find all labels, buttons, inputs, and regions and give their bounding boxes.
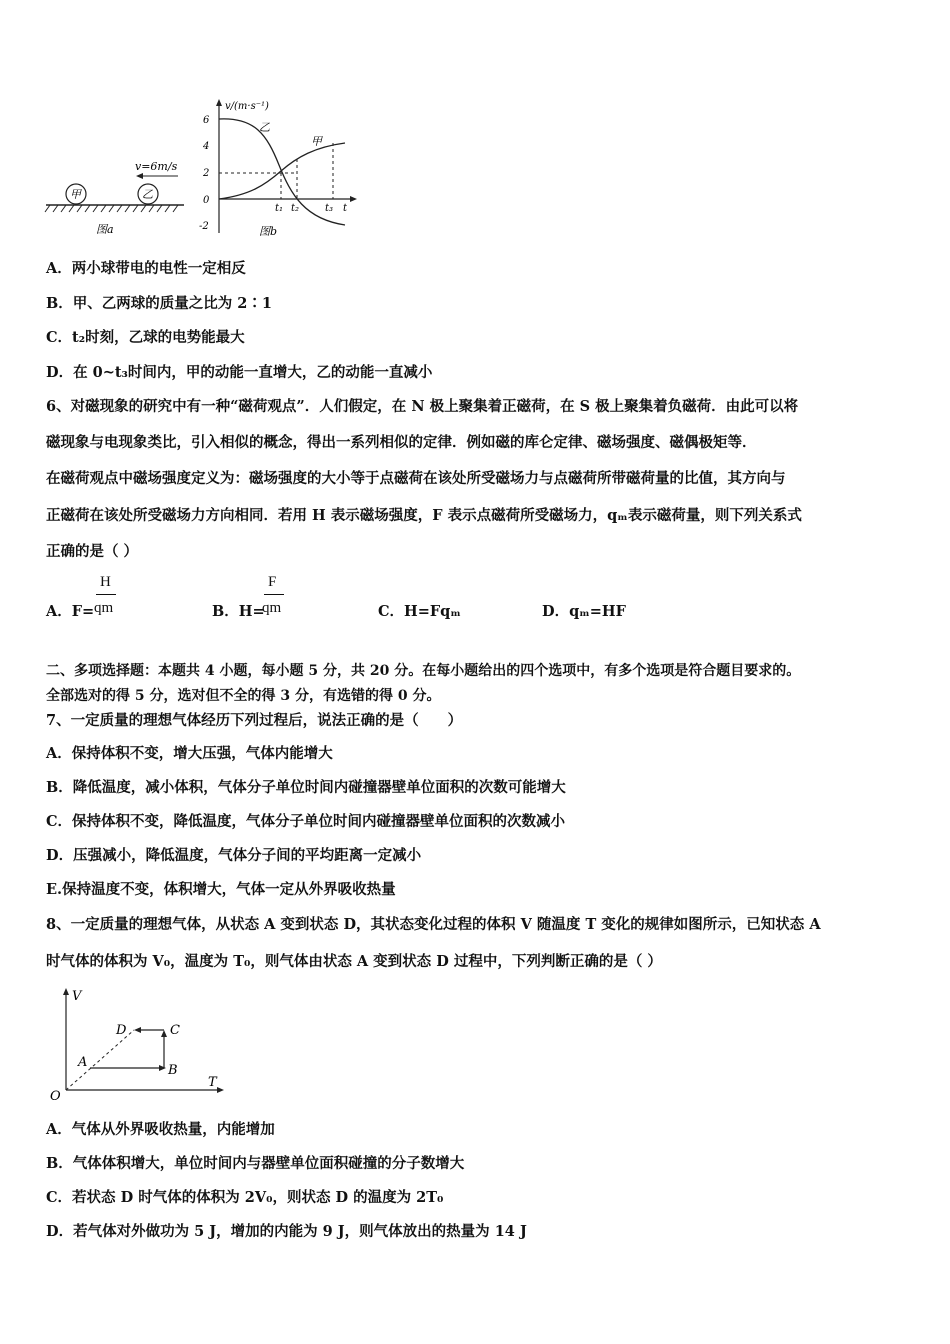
q8-t-axis-arrow xyxy=(217,1087,224,1093)
q8-figure xyxy=(44,982,234,1102)
q8-t-label: T xyxy=(208,1075,217,1090)
q8-v-label: V xyxy=(72,989,82,1004)
figure-a xyxy=(40,150,190,240)
q6-option-d: D．qₘ=HF xyxy=(542,603,626,620)
q6-option-a-numerator: H xyxy=(100,574,111,590)
q7-option-e: E.保持温度不变，体积增大，气体一定从外界吸收热量 xyxy=(46,881,396,898)
x-tick-t2: t₂ xyxy=(291,203,300,214)
q8-stem-2: 时气体的体积为 V₀，温度为 T₀，则气体由状态 A 变到状态 D 过程中，下列判断正确的是（ ） xyxy=(46,953,662,970)
q5-option-c: C．t₂时刻，乙球的电势能最大 xyxy=(46,329,245,346)
q8-option-a: A．气体从外界吸收热量，内能增加 xyxy=(46,1121,275,1138)
q6-option-b-prefix: B．H= xyxy=(212,603,265,620)
q8-origin-label: O xyxy=(50,1089,61,1102)
q7-option-c: C．保持体积不变，降低温度，气体分子单位时间内碰撞器壁单位面积的次数减小 xyxy=(46,813,566,830)
q8-dashed-line xyxy=(66,1030,134,1090)
q6-option-b-denominator: qm xyxy=(262,600,282,616)
section2-heading-1: 二、多项选择题：本题共 4 小题，每小题 5 分，共 20 分。在每小题给出的四个选项中，有多个选项是符合题目要求的。 xyxy=(46,663,801,679)
q7-option-b: B．降低温度，减小体积，气体分子单位时间内碰撞器壁单位面积的次数可能增大 xyxy=(46,779,566,796)
q6-option-b-numerator: F xyxy=(268,574,277,590)
y-axis-label: v/(m·s⁻¹) xyxy=(225,101,269,112)
q8-arrow-bc xyxy=(161,1030,167,1037)
q8-point-c: C xyxy=(170,1023,180,1038)
x-axis-label: t xyxy=(343,203,348,214)
q5-option-a: A．两小球带电的电性一定相反 xyxy=(46,260,246,277)
q6-stem-4: 正磁荷在该处所受磁场力方向相同．若用 H 表示磁场强度，F 表示点磁荷所受磁场力，qₘ表示磁荷量，则下列关系式 xyxy=(46,507,802,524)
x-tick-t3: t₃ xyxy=(325,203,334,214)
y-tick-neg2: -2 xyxy=(199,221,209,232)
y-tick-0: 0 xyxy=(203,195,210,206)
q6-option-b-fraction-bar xyxy=(264,594,284,595)
y-tick-6: 6 xyxy=(203,115,210,126)
q6-stem-5: 正确的是（ ） xyxy=(46,543,139,560)
q6-option-a-denominator: qm xyxy=(94,600,114,616)
curve-jia-label: 甲 xyxy=(311,135,322,148)
q6-stem-3: 在磁荷观点中磁场强度定义为：磁场强度的大小等于点磁荷在该处所受磁场力与点磁荷所带磁荷量的比值，其方向与 xyxy=(46,470,786,487)
q8-point-b: B xyxy=(168,1063,178,1078)
q8-point-a: A xyxy=(78,1055,88,1070)
curve-yi-label: 乙 xyxy=(259,121,270,134)
q8-v-axis-arrow xyxy=(63,988,69,995)
q5-option-b: B．甲、乙两球的质量之比为 2∶1 xyxy=(46,295,272,312)
ball-yi-label: 乙 xyxy=(142,188,153,201)
q6-option-a-fraction-bar xyxy=(96,594,116,595)
y-axis-arrow xyxy=(216,99,222,106)
q8-stem-1: 8、一定质量的理想气体，从状态 A 变到状态 D，其状态变化过程的体积 V 随温度 T 变化的规律如图所示，已知状态 A xyxy=(46,916,821,933)
y-tick-4: 4 xyxy=(203,141,210,152)
q6-option-b-fraction xyxy=(260,574,290,624)
figure-b-caption: 图b xyxy=(259,225,278,238)
velocity-arrowhead xyxy=(136,173,143,179)
figure-a-caption: 图a xyxy=(96,223,114,236)
q6-stem-1: 6、对磁现象的研究中有一种“磁荷观点”．人们假定，在 N 极上聚集着正磁荷，在 S 极上聚集着负磁荷．由此可以将 xyxy=(46,398,799,415)
q8-arrow-ab xyxy=(159,1065,166,1071)
q8-point-d: D xyxy=(116,1023,127,1038)
q6-option-a-prefix: A．F= xyxy=(46,603,95,620)
q6-stem-2: 磁现象与电现象类比，引入相似的概念，得出一系列相似的定律．例如磁的库仑定律、磁场强度、磁偶极矩等． xyxy=(46,434,757,451)
q7-stem: 7、一定质量的理想气体经历下列过程后，说法正确的是（ ） xyxy=(46,712,463,729)
q5-option-d: D．在 0~t₃时间内，甲的动能一直增大，乙的动能一直减小 xyxy=(46,364,433,381)
q8-option-b: B．气体体积增大，单位时间内与器壁单位面积碰撞的分子数增大 xyxy=(46,1155,465,1172)
q6-option-a-fraction xyxy=(92,574,122,624)
speed-label: v=6m/s xyxy=(135,160,178,173)
q6-option-c: C．H=Fqₘ xyxy=(378,603,461,620)
section2-heading-2: 全部选对的得 5 分，选对但不全的得 3 分，有选错的得 0 分。 xyxy=(46,688,441,704)
q8-arrow-cd xyxy=(134,1027,141,1033)
q8-option-d: D．若气体对外做功为 5 J，增加的内能为 9 J，则气体放出的热量为 14 J xyxy=(46,1223,527,1240)
q8-option-c: C．若状态 D 时气体的体积为 2V₀，则状态 D 的温度为 2T₀ xyxy=(46,1189,444,1206)
ball-jia-label: 甲 xyxy=(70,188,81,201)
q7-option-a: A．保持体积不变，增大压强，气体内能增大 xyxy=(46,745,333,762)
x-tick-t1: t₁ xyxy=(275,203,284,214)
y-tick-2: 2 xyxy=(203,168,210,179)
x-axis-arrow xyxy=(350,196,357,202)
q7-option-d: D．压强减小，降低温度，气体分子间的平均距离一定减小 xyxy=(46,847,422,864)
figure-b xyxy=(195,95,365,240)
ground-hatch xyxy=(45,205,178,212)
